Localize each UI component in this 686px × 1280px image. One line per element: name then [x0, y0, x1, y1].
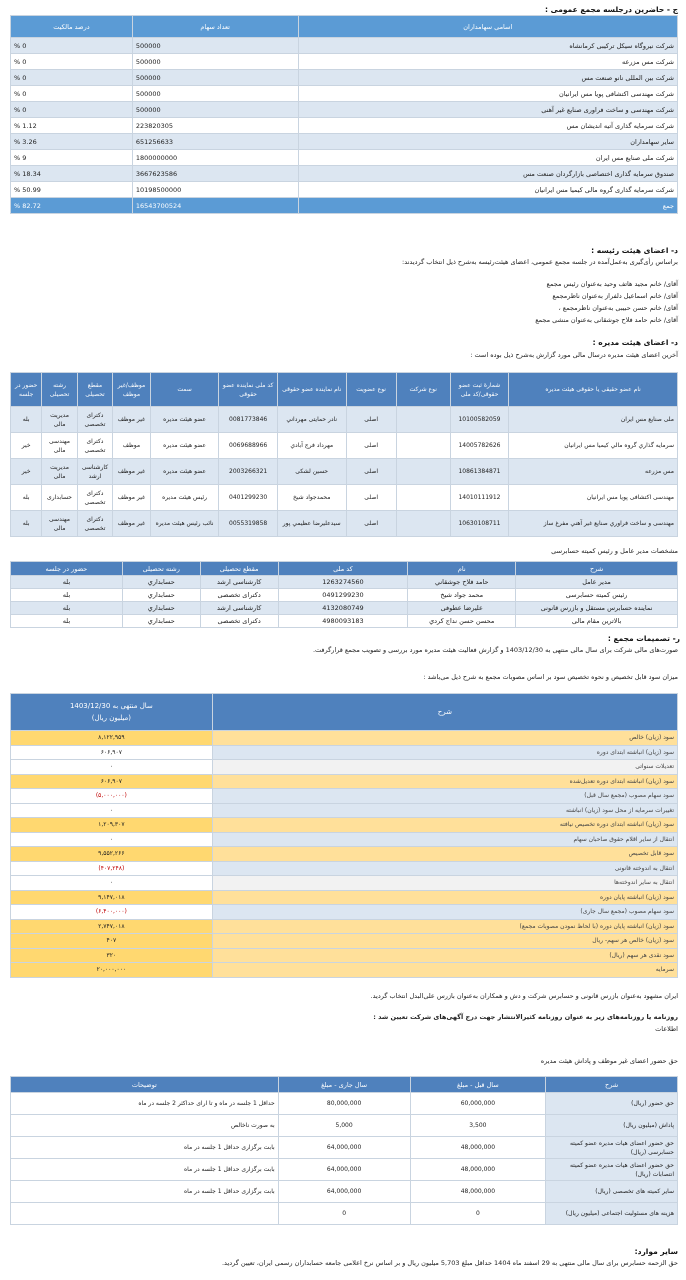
- col-attend: حضور در جلسه: [11, 373, 42, 407]
- col-fee-notes: توضیحات: [11, 1077, 279, 1093]
- director-duty: غیر موظف: [113, 459, 151, 485]
- table-row: [11, 70, 678, 86]
- profit-value: ۳۲۰: [11, 948, 213, 963]
- col-role: سمت: [150, 373, 219, 407]
- director-role: عضو هیئت مدیره: [150, 459, 219, 485]
- presidium-member: آقای/ خانم اسماعیل دلفراز به‌عنوان ناظرمجمع: [552, 292, 678, 300]
- col-officer-name: نام: [408, 562, 516, 576]
- shareholder-shares: 10198500000: [132, 182, 298, 198]
- fee-curr: 0: [278, 1203, 410, 1225]
- director-name: مهندسی اکتشافی پویا مس ایرانیان: [509, 485, 678, 511]
- presidium-title: د- اعضای هیئت رئیسه :: [591, 246, 678, 255]
- fee-label: حق حضور (ریال): [546, 1093, 678, 1115]
- officer-degree: کارشناسی ارشد: [200, 602, 278, 615]
- director-type: [396, 459, 450, 485]
- director-type: [396, 433, 450, 459]
- shareholder-shares: 500000: [132, 38, 298, 54]
- table-row: [11, 602, 678, 615]
- director-membership: اصلی: [346, 407, 396, 433]
- director-reg: 14010111912: [450, 485, 508, 511]
- table-row: [11, 182, 678, 198]
- director-reg: 14005782626: [450, 433, 508, 459]
- officer-title: بالاترین مقام مالی: [516, 615, 678, 628]
- col-officer-field: رشته تحصیلی: [122, 562, 200, 576]
- profit-label: سود (زیان) انباشته ابتدای دوره: [212, 745, 677, 760]
- shareholders-table: [10, 15, 678, 214]
- director-reg: 10861384871: [450, 459, 508, 485]
- profit-label: سود سهام مصوب (مجمع سال جاری): [212, 905, 677, 920]
- shareholder-shares: 500000: [132, 86, 298, 102]
- shareholder-name: شرکت نیروگاه سیکل ترکیبی کرمانشاه: [298, 38, 677, 54]
- table-row: [11, 1093, 678, 1115]
- profit-unit: (میلیون ریال): [91, 714, 132, 722]
- officer-attend: بله: [11, 615, 123, 628]
- director-duty: غیر موظف: [113, 485, 151, 511]
- profit-label: سود نقدی هر سهم (ریال): [212, 948, 677, 963]
- director-rep: نادر حمایتی مهرداني: [277, 407, 346, 433]
- col-rep-id: کد ملی نماینده عضو حقوقی: [219, 373, 277, 407]
- director-degree: کارشناسی ارشد: [77, 459, 112, 485]
- col-field: رشته تحصیلی: [42, 373, 77, 407]
- officer-attend: بله: [11, 602, 123, 615]
- profit-label: انتقال به سایر اندوخته‌ها: [212, 876, 677, 891]
- director-role: عضو هیئت مدیره: [150, 433, 219, 459]
- director-membership: اصلی: [346, 511, 396, 537]
- officer-field: حسابداري: [122, 615, 200, 628]
- shareholder-name: شرکت مس مزرعه: [298, 54, 677, 70]
- table-row: [11, 166, 678, 182]
- profit-value: ۶۰۶,۹۰۷: [11, 774, 213, 789]
- officer-id: 1263274560: [278, 576, 408, 589]
- profit-label: سود قابل تخصیص: [212, 847, 677, 862]
- col-rep: نام نماینده عضو حقوقی: [277, 373, 346, 407]
- profit-label: سرمایه: [212, 963, 677, 978]
- col-fee-prev: سال قبل - مبلغ: [410, 1077, 546, 1093]
- profit-value: ۴۰۷: [11, 934, 213, 949]
- officer-field: حسابداري: [122, 589, 200, 602]
- fee-prev: 60,000,000: [410, 1093, 546, 1115]
- shareholder-name: سایر سهامداران: [298, 134, 677, 150]
- fees-table: [10, 1076, 678, 1225]
- table-row: [11, 861, 678, 876]
- shareholder-pct: % 0: [11, 38, 133, 54]
- shareholders-title: ج - حاضرین درجلسه مجمع عمومی :: [545, 5, 678, 14]
- fee-desc: به صورت ناخالص: [11, 1115, 279, 1137]
- table-row: [11, 102, 678, 118]
- table-row: [11, 832, 678, 847]
- profit-value: ۶۰۶,۹۰۷: [11, 745, 213, 760]
- director-field: مدیریت مالی: [42, 407, 77, 433]
- table-row: [11, 934, 678, 949]
- profit-value: ۰: [11, 832, 213, 847]
- col-officer-title: شرح: [516, 562, 678, 576]
- officer-degree: دکترای تخصصی: [200, 589, 278, 602]
- directors-title: د- اعضای هیئت مدیره :: [592, 338, 678, 347]
- shareholder-name: شرکت سرمایه گذاری آتیه اندیشان مس: [298, 118, 677, 134]
- director-degree: دکترای تخصصی: [77, 485, 112, 511]
- director-type: [396, 511, 450, 537]
- director-role: نائب رئیس هیئت مدیره: [150, 511, 219, 537]
- director-attend: بله: [11, 511, 42, 537]
- profit-value: ۲,۷۴۷,۰۱۸: [11, 919, 213, 934]
- table-row: [11, 1137, 678, 1159]
- shareholder-pct: % 0: [11, 54, 133, 70]
- director-attend: خیر: [11, 459, 42, 485]
- table-row: [11, 745, 678, 760]
- director-duty: غیر موظف: [113, 511, 151, 537]
- director-degree: دکترای تخصصی: [77, 511, 112, 537]
- total-pct: % 82.72: [11, 198, 133, 214]
- table-row: [11, 1203, 678, 1225]
- profit-label: سود (زیان) خالص: [212, 731, 677, 746]
- director-duty: غیر موظف: [113, 407, 151, 433]
- officer-attend: بله: [11, 576, 123, 589]
- total-row: [11, 198, 678, 214]
- director-name: ملی صنایع مس ایران: [509, 407, 678, 433]
- shareholder-name: شرکت بین المللی نانو صنعت مس: [298, 70, 677, 86]
- profit-value: (۶,۴۰۰,۰۰۰): [11, 905, 213, 920]
- fee-desc: بابت برگزاری حداقل 1 جلسه در ماه: [11, 1181, 279, 1203]
- decisions-text: صورت‌های مالی شرکت برای سال مالی منتهی به 1403/12/30 و گزارش فعالیت هیئت مدیره مورد بررسی و تصویب مجمع قرارگرفت.: [312, 646, 678, 654]
- fees-title: حق حضور اعضای غیر موظف و پاداش هیئت مدیره: [540, 1057, 678, 1065]
- director-role: رئیس هیئت مدیره: [150, 485, 219, 511]
- shareholder-shares: 500000: [132, 54, 298, 70]
- director-rep-id: 2003266321: [219, 459, 277, 485]
- shareholder-pct: % 0: [11, 70, 133, 86]
- other-text: حق الزحمه حسابرس برای سال مالی منتهی به 29 اسفند ماه 1404 حداقل مبلغ 5,703 میلیون ریال و بر اساس نرخ اعلامی جامعه حسابداران رسمی ایران، تعیین گردید.: [221, 1259, 678, 1267]
- table-row: [11, 433, 678, 459]
- director-membership: اصلی: [346, 433, 396, 459]
- table-row: [11, 963, 678, 978]
- fee-prev: 48,000,000: [410, 1159, 546, 1181]
- fee-curr: 64,000,000: [278, 1137, 410, 1159]
- officer-name: علیرضا عطوفی: [408, 602, 516, 615]
- officer-name: حامد فلاح جوشقاني: [408, 576, 516, 589]
- fee-label: حق حضور اعضای هیات مدیره عضو کمیته انتصابات (ریال): [546, 1159, 678, 1181]
- director-role: عضو هیئت مدیره: [150, 407, 219, 433]
- profit-value: ۹,۱۴۷,۰۱۸: [11, 890, 213, 905]
- table-row: [11, 485, 678, 511]
- shareholder-pct: % 1.12: [11, 118, 133, 134]
- table-row: [11, 890, 678, 905]
- fee-prev: 3,500: [410, 1115, 546, 1137]
- profit-label: سود (زیان) انباشته ابتدای دوره تعدیل‌شده: [212, 774, 677, 789]
- director-field: مدیریت مالی: [42, 459, 77, 485]
- presidium-text: براساس رأی‌گیری به‌عمل‌آمده در جلسه مجمع عمومی، اعضای هیئت‌رئیسه به‌شرح ذیل انتخاب گردیدند:: [402, 258, 678, 266]
- officer-id: 0491299230: [278, 589, 408, 602]
- table-row: [11, 1115, 678, 1137]
- profit-value: (۴۰۷,۲۴۸): [11, 861, 213, 876]
- officer-id: 4980093183: [278, 615, 408, 628]
- officer-name: محمد جواد شیخ: [408, 589, 516, 602]
- shareholder-pct: % 18.34: [11, 166, 133, 182]
- officer-name: محسن حسن نداج کردي: [408, 615, 516, 628]
- col-reg: شمارهٔ ثبت عضو حقوقی/کد ملی: [450, 373, 508, 407]
- director-attend: بله: [11, 407, 42, 433]
- fee-label: حق حضور اعضای هیات مدیره عضو کمیته حسابرسی (ریال): [546, 1137, 678, 1159]
- table-row: [11, 876, 678, 891]
- col-director-name: نام عضو حقیقی یا حقوقی هیئت مدیره: [509, 373, 678, 407]
- table-row: [11, 511, 678, 537]
- col-shareholder-name: اسامی سهامداران: [298, 16, 677, 38]
- profit-label: سود (زیان) انباشته ابتدای دوره تخصیص نیافته: [212, 818, 677, 833]
- table-row: [11, 919, 678, 934]
- table-row: [11, 847, 678, 862]
- table-row: [11, 803, 678, 818]
- officer-title: مدیر عامل: [516, 576, 678, 589]
- shareholder-name: شرکت مهندسی و ساخت فراوری صنایع غیر آهنی: [298, 102, 677, 118]
- director-attend: خیر: [11, 433, 42, 459]
- profit-label: تغییرات سرمایه از محل سود (زیان) انباشته: [212, 803, 677, 818]
- col-ownership: درصد مالکیت: [11, 16, 133, 38]
- fee-curr: 64,000,000: [278, 1181, 410, 1203]
- director-rep: مهرداد فرج آبادي: [277, 433, 346, 459]
- director-rep: محمدجواد شیخ: [277, 485, 346, 511]
- table-row: [11, 731, 678, 746]
- profit-value: ۲۰,۰۰۰,۰۰۰: [11, 963, 213, 978]
- auditor-text: ایران مشهود به‌عنوان بازرس قانونی و حسابرس شرکت و دش و همکاران به‌عنوان بازرس علی‌البدل انتخاب گردید.: [370, 992, 678, 1000]
- director-degree: دکترای تخصصی: [77, 407, 112, 433]
- profit-label: سود (زیان) انباشته پایان دوره: [212, 890, 677, 905]
- profit-value: ۹,۵۵۲,۲۶۶: [11, 847, 213, 862]
- table-row: [11, 118, 678, 134]
- presidium-member: آقای/ خانم مجید هاتف وحید به‌عنوان رئیس مجمع: [546, 280, 678, 288]
- director-name: سرمایه گذاري گروه مالي کیمیا مس ایرانیان: [509, 433, 678, 459]
- director-type: [396, 407, 450, 433]
- director-name: مهندسی و ساخت فراوري صنایع غیر آهني مفرغ ساز: [509, 511, 678, 537]
- fee-curr: 80,000,000: [278, 1093, 410, 1115]
- table-row: [11, 54, 678, 70]
- profit-value: ۰: [11, 803, 213, 818]
- col-fee-curr: سال جاری - مبلغ: [278, 1077, 410, 1093]
- presidium-list: [535, 278, 678, 326]
- shareholder-shares: 500000: [132, 70, 298, 86]
- officer-degree: کارشناسی ارشد: [200, 576, 278, 589]
- total-label: جمع: [298, 198, 677, 214]
- total-shares: 16543700524: [132, 198, 298, 214]
- officer-title: نماینده حسابرس مستقل و بازرس قانونی: [516, 602, 678, 615]
- shareholder-shares: 1800000000: [132, 150, 298, 166]
- officers-table: [10, 561, 678, 628]
- shareholder-pct: % 0: [11, 86, 133, 102]
- director-reg: 10630108711: [450, 511, 508, 537]
- shareholder-shares: 500000: [132, 102, 298, 118]
- col-company-type: نوع شرکت: [396, 373, 450, 407]
- table-row: [11, 589, 678, 602]
- table-row: [11, 576, 678, 589]
- director-rep: حسین لشکی: [277, 459, 346, 485]
- profit-label: انتقال به اندوخته قانونی: [212, 861, 677, 876]
- director-type: [396, 485, 450, 511]
- table-row: [11, 38, 678, 54]
- profit-value: (۵,۰۰۰,۰۰۰): [11, 789, 213, 804]
- fee-desc: بابت برگزاری حداقل 1 جلسه در ماه: [11, 1159, 279, 1181]
- table-row: [11, 86, 678, 102]
- table-row: [11, 760, 678, 775]
- table-row: [11, 905, 678, 920]
- table-row: [11, 615, 678, 628]
- director-reg: 10100582059: [450, 407, 508, 433]
- table-row: [11, 948, 678, 963]
- col-duty: موظف/غیر موظف: [113, 373, 151, 407]
- profit-label: انتقال از سایر اقلام حقوق صاحبان سهام: [212, 832, 677, 847]
- profit-table: [10, 693, 678, 978]
- fee-curr: 64,000,000: [278, 1159, 410, 1181]
- profit-value: ۰: [11, 876, 213, 891]
- fee-prev: 0: [410, 1203, 546, 1225]
- director-rep-id: 0069688966: [219, 433, 277, 459]
- director-rep-id: 0401299230: [219, 485, 277, 511]
- profit-value: ۸,۱۲۲,۹۵۹: [11, 731, 213, 746]
- fee-label: پاداش (میلیون ریال): [546, 1115, 678, 1137]
- table-row: [11, 1159, 678, 1181]
- profit-text: میزان سود قابل تخصیص و نحوه تخصیص سود بر اساس مصوبات مجمع به شرح ذیل می‌باشد :: [423, 673, 678, 681]
- fee-desc: بابت برگزاری حداقل 1 جلسه در ماه: [11, 1137, 279, 1159]
- director-rep-id: 0081773846: [219, 407, 277, 433]
- officer-title: رئیس کمیته حسابرسی: [516, 589, 678, 602]
- table-row: [11, 150, 678, 166]
- fee-label: هزینه های مسئولیت اجتماعی (میلیون ریال): [546, 1203, 678, 1225]
- shareholder-pct: % 50.99: [11, 182, 133, 198]
- profit-label: سود (زیان) انباشته پایان دوره (با لحاظ نمودن مصوبات مجمع): [212, 919, 677, 934]
- other-title: سایر موارد:: [634, 1247, 678, 1256]
- fee-desc: [11, 1203, 279, 1225]
- directors-table: [10, 372, 678, 537]
- shareholder-pct: % 0: [11, 102, 133, 118]
- fee-curr: 5,000: [278, 1115, 410, 1137]
- table-row: [11, 1181, 678, 1203]
- shareholder-pct: % 3.26: [11, 134, 133, 150]
- fee-prev: 48,000,000: [410, 1137, 546, 1159]
- shareholder-name: صندوق سرمایه گذاری اختصاصی بازارگردان صنعت مس: [298, 166, 677, 182]
- director-field: مهندسی مالی: [42, 433, 77, 459]
- col-membership: نوع عضویت: [346, 373, 396, 407]
- newspaper-text: روزنامه یا روزنامه‌های زیر به عنوان روزنامه کثیرالانتشار جهت درج آگهی‌های شرکت تعیین شد :: [373, 1013, 678, 1021]
- table-row: [11, 459, 678, 485]
- decisions-title: ر- تصمیمات مجمع :: [607, 634, 680, 643]
- col-officer-attend: حضور در جلسه: [11, 562, 123, 576]
- officer-attend: بله: [11, 589, 123, 602]
- table-row: [11, 818, 678, 833]
- col-fee-desc: شرح: [546, 1077, 678, 1093]
- officer-field: حسابداري: [122, 576, 200, 589]
- profit-label: سود (زیان) خالص هر سهم- ریال: [212, 934, 677, 949]
- profit-label: سود سهام مصوب (مجمع سال قبل): [212, 789, 677, 804]
- profit-period: سال منتهی به 1403/12/30: [69, 702, 153, 710]
- table-row: [11, 134, 678, 150]
- shareholder-name: شرکت ملی صنایع مس ایران: [298, 150, 677, 166]
- profit-value: ۰: [11, 760, 213, 775]
- fee-prev: 48,000,000: [410, 1181, 546, 1203]
- officers-title: مشخصات مدیر عامل و رئیس کمیته حسابرسی: [551, 547, 678, 555]
- director-membership: اصلی: [346, 459, 396, 485]
- director-rep: سیدعلیرضا عظیمي پور: [277, 511, 346, 537]
- director-attend: بله: [11, 485, 42, 511]
- director-degree: دکترای تخصصی: [77, 433, 112, 459]
- shareholder-shares: 651256633: [132, 134, 298, 150]
- presidium-member: آقای/ خانم حامد فلاح جوشقانی به‌عنوان منشی مجمع: [535, 316, 678, 324]
- table-row: [11, 789, 678, 804]
- director-membership: اصلی: [346, 485, 396, 511]
- officer-id: 4132080749: [278, 602, 408, 615]
- profit-value: ۱,۲۰۹,۳۰۷: [11, 818, 213, 833]
- shareholder-shares: 223820305: [132, 118, 298, 134]
- presidium-member: آقای/ خانم حسن حبیبی به‌عنوان ناظرمجمع ،: [558, 304, 678, 312]
- col-shares: تعداد سهام: [132, 16, 298, 38]
- director-duty: موظف: [113, 433, 151, 459]
- col-degree: مقطع تحصیلی: [77, 373, 112, 407]
- shareholder-name: شرکت مهندسی اکتشافی پویا مس ایرانیان: [298, 86, 677, 102]
- shareholder-shares: 3667623586: [132, 166, 298, 182]
- director-field: مهندسی مالی: [42, 511, 77, 537]
- director-field: حسابداری: [42, 485, 77, 511]
- fee-label: سایر کمیته های تخصصی (ریال): [546, 1181, 678, 1203]
- shareholder-name: شرکت سرمایه گذاری گروه مالی کیمیا مس ایرانیان: [298, 182, 677, 198]
- shareholder-pct: % 9: [11, 150, 133, 166]
- col-officer-degree: مقطع تحصیلی: [200, 562, 278, 576]
- officer-field: حسابداري: [122, 602, 200, 615]
- officer-degree: دکترای تخصصی: [200, 615, 278, 628]
- col-profit-period: [11, 694, 213, 731]
- profit-label: تعدیلات سنواتی: [212, 760, 677, 775]
- director-rep-id: 0055319858: [219, 511, 277, 537]
- directors-text: آخرین اعضای هیئت مدیره درسال مالی مورد گزارش به‌شرح ذیل بوده است :: [470, 351, 678, 359]
- newspaper-name: اطلاعات: [655, 1025, 678, 1033]
- col-profit-desc: شرح: [212, 694, 677, 731]
- table-row: [11, 774, 678, 789]
- table-row: [11, 407, 678, 433]
- director-name: مس مزرعه: [509, 459, 678, 485]
- fee-desc: حداقل 1 جلسه در ماه و تا ارای حداکثر 2 جلسه در ماه: [11, 1093, 279, 1115]
- col-officer-id: کد ملی: [278, 562, 408, 576]
